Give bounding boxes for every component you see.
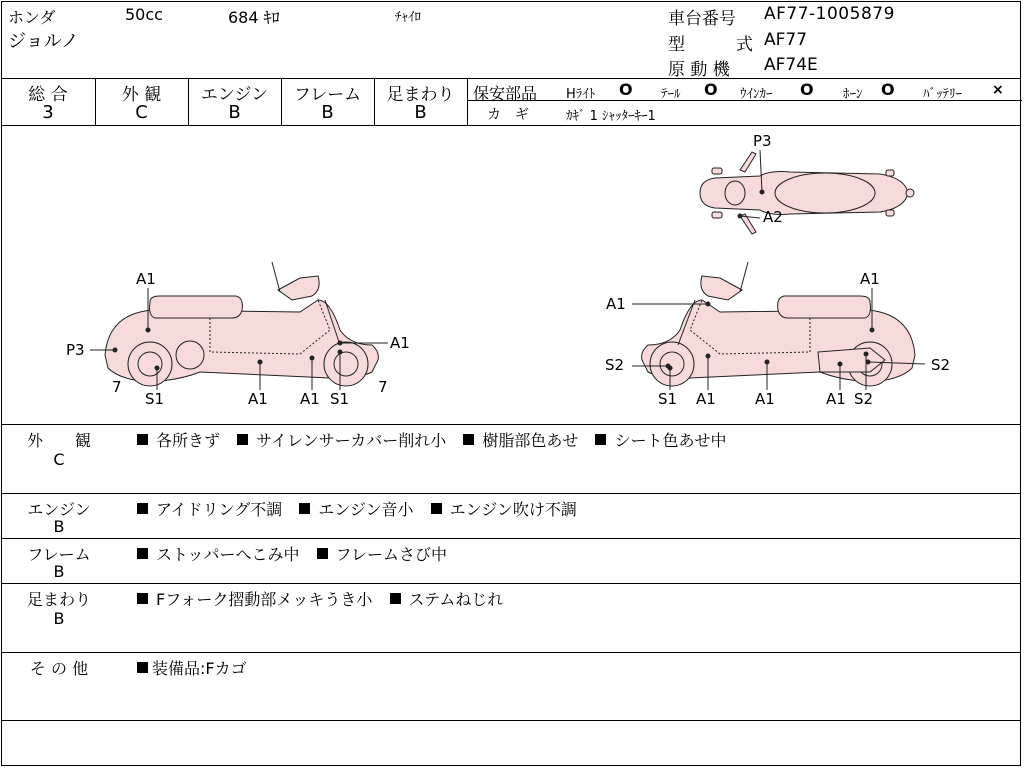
- note-item: 樹脂部色あせ: [482, 431, 579, 450]
- note-grade-suspension: B: [53, 609, 65, 628]
- type-value: AF77: [764, 30, 808, 50]
- label-right-s2-b: S2: [854, 390, 874, 408]
- score-header-frame: フレーム: [293, 85, 362, 105]
- divider: [1, 583, 1021, 584]
- note-item: ステムねじれ: [408, 590, 504, 609]
- safety-mark-tail: O: [704, 80, 718, 99]
- score-header-exterior: 外 観: [121, 85, 162, 105]
- label-top-a2: A2: [763, 208, 783, 226]
- divider: [467, 78, 468, 125]
- note-grade-engine: B: [53, 517, 65, 536]
- label-left-a1-b2: A1: [300, 390, 320, 408]
- note-item: フレームさび中: [335, 545, 447, 564]
- note-item: エンジン音小: [318, 500, 414, 519]
- note-items-exterior: [137, 428, 727, 451]
- safety-item-battery: ﾊﾞｯﾃﾘｰ: [923, 87, 962, 102]
- note-items-frame: [137, 542, 447, 565]
- note-category-frame: フレーム: [27, 545, 91, 564]
- label-top-p3: P3: [753, 132, 772, 150]
- mileage: 684 ｷﾛ: [228, 8, 280, 27]
- safety-item-winker: ｳｲﾝｶｰ: [740, 87, 773, 102]
- note-items-suspension: [137, 587, 503, 610]
- bullet-icon: [463, 434, 474, 445]
- divider: [1, 538, 1021, 539]
- divider: [1, 493, 1021, 494]
- note-grade-exterior: C: [53, 450, 65, 469]
- label-right-a1-b1: A1: [696, 390, 716, 408]
- bullet-icon: [317, 548, 328, 559]
- divider: [1, 424, 1021, 425]
- model-name: ジョルノ: [8, 31, 79, 52]
- score-header-total: 総 合: [28, 85, 68, 105]
- label-left-a1-right: A1: [390, 334, 410, 352]
- scooter-top-view: [700, 152, 914, 234]
- bullet-icon: [137, 548, 148, 559]
- label-left-a1-b1: A1: [248, 390, 268, 408]
- safety-mark-headlight: O: [619, 80, 633, 99]
- scooter-diagram: [0, 126, 1022, 424]
- bullet-icon: [595, 434, 606, 445]
- key-label: カ ギ: [487, 107, 529, 123]
- displacement: 50cc: [125, 5, 163, 24]
- frame-no-label: 車台番号: [668, 9, 736, 29]
- frame-no: AF77-1005879: [764, 4, 895, 24]
- safety-mark-horn: O: [881, 80, 895, 99]
- bullet-icon: [137, 503, 148, 514]
- type-label-2: 式: [736, 35, 753, 55]
- label-right-a1-b3: A1: [826, 390, 846, 408]
- label-right-a1-b2: A1: [755, 390, 775, 408]
- label-left-p3: P3: [66, 341, 85, 359]
- engine-label: 原 動 機: [668, 60, 730, 80]
- note-item: アイドリング不調: [156, 500, 283, 519]
- score-total: 3: [42, 102, 54, 123]
- note-item: エンジン吹け不調: [449, 500, 577, 519]
- note-category-engine: エンジン: [27, 500, 91, 519]
- label-right-a1-right: A1: [860, 270, 880, 288]
- safety-mark-battery: ×: [992, 82, 1004, 98]
- maker: ホンダ: [8, 8, 56, 27]
- label-right-s2-left: S2: [605, 356, 625, 374]
- type-label-1: 型: [668, 35, 685, 55]
- note-item: サイレンサーカバー削れ小: [256, 431, 447, 450]
- note-item: 各所きず: [156, 431, 221, 450]
- label-left-a1-top: A1: [136, 270, 156, 288]
- note-category-exterior: 外 観: [26, 431, 91, 450]
- label-left-s1-left: S1: [145, 390, 165, 408]
- note-items-engine: [137, 497, 577, 520]
- safety-item-headlight: Hﾗｲﾄ: [566, 87, 596, 102]
- label-left-s1-right: S1: [330, 390, 350, 408]
- score-suspension: B: [414, 102, 427, 123]
- safety-label: 保安部品: [473, 84, 538, 103]
- score-header-engine: エンジン: [200, 85, 269, 105]
- divider: [1, 720, 1021, 721]
- note-category-suspension: 足まわり: [26, 590, 91, 609]
- label-left-7-right: 7: [378, 378, 388, 396]
- score-engine: B: [228, 102, 241, 123]
- key-value: ｶｷﾞ 1 ｼｬｯﾀｰｷｰ1: [566, 109, 656, 124]
- safety-item-tail: ﾃｰﾙ: [661, 87, 681, 102]
- label-right-s1: S1: [658, 390, 678, 408]
- bullet-icon: [431, 503, 442, 514]
- score-exterior: C: [135, 102, 148, 123]
- note-item: ストッパーへこみ中: [156, 545, 300, 564]
- bullet-icon: [299, 503, 310, 514]
- note-item: シート色あせ中: [614, 431, 727, 450]
- note-category-other: そ の 他: [29, 659, 89, 678]
- score-frame: B: [321, 102, 334, 123]
- score-header-suspension: 足まわり: [386, 85, 455, 105]
- bullet-icon: [137, 662, 148, 673]
- note-item: 装備品:Fカゴ: [152, 659, 247, 678]
- divider: [1, 78, 1021, 79]
- bullet-icon: [390, 593, 401, 604]
- label-left-7-left: 7: [112, 378, 122, 396]
- color: ﾁｬｲﾛ: [395, 10, 421, 25]
- engine-value: AF74E: [764, 55, 818, 75]
- bullet-icon: [137, 593, 148, 604]
- note-item: Fフォーク摺動部メッキうき小: [156, 590, 373, 609]
- bullet-icon: [237, 434, 248, 445]
- note-items-other: [137, 656, 247, 679]
- note-grade-frame: B: [53, 562, 65, 581]
- label-right-s2-right: S2: [931, 356, 951, 374]
- bullet-icon: [137, 434, 148, 445]
- safety-mark-winker: O: [800, 80, 814, 99]
- label-right-a1-left: A1: [606, 295, 626, 313]
- divider: [1, 652, 1021, 653]
- safety-item-horn: ﾎｰﾝ: [843, 87, 863, 102]
